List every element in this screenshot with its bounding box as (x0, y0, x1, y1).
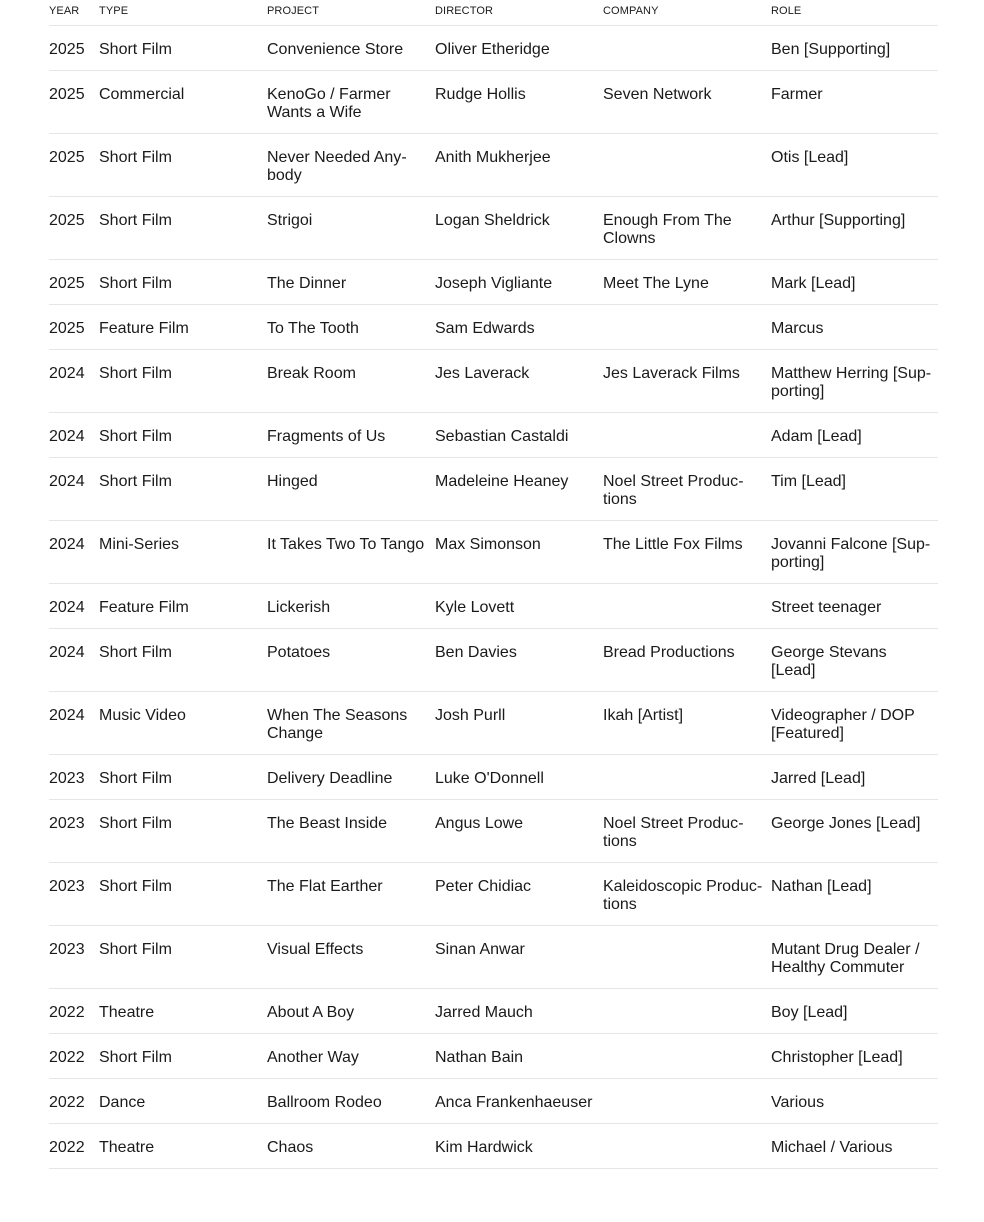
table-row (49, 457, 938, 520)
cell-director: Jarred Mauch (435, 988, 603, 1033)
cell-year: 2022 (49, 988, 99, 1033)
cell-project: Chaos (267, 1123, 435, 1168)
cell-type: Short Film (99, 862, 267, 925)
table-row (49, 133, 938, 196)
cell-director: Joseph Vigliante (435, 259, 603, 304)
cell-role: Marcus (771, 304, 938, 349)
cell-director: Madeleine Heaney (435, 457, 603, 520)
cell-director: Luke O'Donnell (435, 754, 603, 799)
cell-role: Matthew Herring [Supporting] (771, 349, 938, 412)
cell-company: Noel Street Productions (603, 457, 771, 520)
cell-director: Angus Lowe (435, 799, 603, 862)
cell-type: Short Film (99, 349, 267, 412)
cell-company (603, 1123, 771, 1168)
cell-year: 2024 (49, 691, 99, 754)
table-row (49, 862, 938, 925)
cell-director: Kyle Lovett (435, 583, 603, 628)
cell-role: Jovanni Falcone [Supporting] (771, 520, 938, 583)
header-row (49, 0, 938, 25)
credits-table-header (49, 0, 938, 25)
cell-director: Sam Edwards (435, 304, 603, 349)
table-row (49, 349, 938, 412)
header-company: COMPANY (603, 0, 771, 25)
table-row (49, 412, 938, 457)
header-project: PROJECT (267, 0, 435, 25)
cell-company (603, 412, 771, 457)
cell-role: Tim [Lead] (771, 457, 938, 520)
cell-director: Ben Davies (435, 628, 603, 691)
table-row (49, 988, 938, 1033)
cell-year: 2024 (49, 412, 99, 457)
cell-year: 2025 (49, 133, 99, 196)
cell-role: Videographer / DOP [Featured] (771, 691, 938, 754)
cell-company: Seven Network (603, 70, 771, 133)
cell-role: George Jones [Lead] (771, 799, 938, 862)
table-row (49, 1033, 938, 1078)
cell-year: 2022 (49, 1033, 99, 1078)
cell-director: Logan Sheldrick (435, 196, 603, 259)
cell-director: Anca Frankenhaeuser (435, 1078, 603, 1123)
table-row (49, 259, 938, 304)
cell-project: KenoGo / Farmer Wants a Wife (267, 70, 435, 133)
cell-project: About A Boy (267, 988, 435, 1033)
cell-company (603, 133, 771, 196)
table-row (49, 1123, 938, 1168)
cell-type: Short Film (99, 457, 267, 520)
cell-company: Meet The Lyne (603, 259, 771, 304)
cell-project: Break Room (267, 349, 435, 412)
cell-project: When The Seasons Change (267, 691, 435, 754)
cell-type: Music Video (99, 691, 267, 754)
cell-company: Jes Laverack Films (603, 349, 771, 412)
cell-role: Christopher [Lead] (771, 1033, 938, 1078)
cell-project: Potatoes (267, 628, 435, 691)
cell-type: Mini-Series (99, 520, 267, 583)
header-year: YEAR (49, 0, 99, 25)
cell-type: Short Film (99, 133, 267, 196)
cell-director: Anith Mukherjee (435, 133, 603, 196)
cell-project: Ballroom Rodeo (267, 1078, 435, 1123)
table-row (49, 196, 938, 259)
header-role: ROLE (771, 0, 938, 25)
cell-project: Visual Effects (267, 925, 435, 988)
cell-director: Peter Chidiac (435, 862, 603, 925)
cell-company (603, 988, 771, 1033)
table-row (49, 628, 938, 691)
cell-company: Kaleidoscopic Productions (603, 862, 771, 925)
cell-director: Rudge Hollis (435, 70, 603, 133)
cell-director: Kim Hardwick (435, 1123, 603, 1168)
cell-type: Feature Film (99, 583, 267, 628)
cell-year: 2025 (49, 304, 99, 349)
cell-role: George Stevans [Lead] (771, 628, 938, 691)
cell-year: 2023 (49, 799, 99, 862)
cell-role: Mutant Drug Dealer / Healthy Commuter (771, 925, 938, 988)
cell-role: Arthur [Supporting] (771, 196, 938, 259)
cell-company (603, 25, 771, 70)
cell-project: Strigoi (267, 196, 435, 259)
header-type: TYPE (99, 0, 267, 25)
cell-project: Delivery Deadline (267, 754, 435, 799)
table-row (49, 925, 938, 988)
cell-company: Noel Street Productions (603, 799, 771, 862)
table-row (49, 754, 938, 799)
cell-year: 2024 (49, 583, 99, 628)
header-director: DIRECTOR (435, 0, 603, 25)
cell-director: Josh Purll (435, 691, 603, 754)
cell-year: 2023 (49, 754, 99, 799)
cell-role: Adam [Lead] (771, 412, 938, 457)
cell-role: Farmer (771, 70, 938, 133)
cell-company (603, 304, 771, 349)
cell-year: 2022 (49, 1078, 99, 1123)
cell-type: Theatre (99, 988, 267, 1033)
cell-role: Michael / Various (771, 1123, 938, 1168)
table-row (49, 691, 938, 754)
cell-director: Sebastian Castaldi (435, 412, 603, 457)
cell-year: 2025 (49, 196, 99, 259)
cell-year: 2024 (49, 349, 99, 412)
cell-project: Convenience Store (267, 25, 435, 70)
cell-role: Street teenager (771, 583, 938, 628)
credits-table (49, 0, 938, 1169)
cell-year: 2025 (49, 25, 99, 70)
cell-year: 2023 (49, 925, 99, 988)
cell-year: 2025 (49, 70, 99, 133)
cell-type: Short Film (99, 925, 267, 988)
cell-type: Short Film (99, 25, 267, 70)
cell-project: It Takes Two To Tango (267, 520, 435, 583)
cell-type: Short Film (99, 754, 267, 799)
credits-table-body (49, 25, 938, 1168)
cell-type: Theatre (99, 1123, 267, 1168)
cell-role: Otis [Lead] (771, 133, 938, 196)
cell-project: Fragments of Us (267, 412, 435, 457)
cell-director: Max Simonson (435, 520, 603, 583)
cell-company (603, 925, 771, 988)
cell-role: Boy [Lead] (771, 988, 938, 1033)
cell-year: 2024 (49, 457, 99, 520)
cell-project: Never Needed Anybody (267, 133, 435, 196)
cell-company (603, 1078, 771, 1123)
cell-director: Jes Laverack (435, 349, 603, 412)
cell-type: Short Film (99, 259, 267, 304)
cell-type: Short Film (99, 799, 267, 862)
cell-director: Nathan Bain (435, 1033, 603, 1078)
cell-project: Hinged (267, 457, 435, 520)
cell-project: Another Way (267, 1033, 435, 1078)
cell-company (603, 754, 771, 799)
cell-type: Short Film (99, 1033, 267, 1078)
cell-role: Nathan [Lead] (771, 862, 938, 925)
table-row (49, 520, 938, 583)
table-row (49, 304, 938, 349)
table-row (49, 70, 938, 133)
cell-company (603, 583, 771, 628)
cell-year: 2024 (49, 520, 99, 583)
cell-company: Ikah [Artist] (603, 691, 771, 754)
table-row (49, 799, 938, 862)
cell-type: Dance (99, 1078, 267, 1123)
cell-company (603, 1033, 771, 1078)
cell-company: Enough From The Clowns (603, 196, 771, 259)
cell-year: 2022 (49, 1123, 99, 1168)
cell-role: Jarred [Lead] (771, 754, 938, 799)
cell-director: Sinan Anwar (435, 925, 603, 988)
cell-year: 2023 (49, 862, 99, 925)
cell-role: Mark [Lead] (771, 259, 938, 304)
cell-type: Short Film (99, 628, 267, 691)
table-row (49, 1078, 938, 1123)
table-row (49, 583, 938, 628)
cell-company: The Little Fox Films (603, 520, 771, 583)
cell-type: Short Film (99, 196, 267, 259)
cell-year: 2024 (49, 628, 99, 691)
cell-role: Various (771, 1078, 938, 1123)
table-row (49, 25, 938, 70)
cell-role: Ben [Supporting] (771, 25, 938, 70)
cell-director: Oliver Etheridge (435, 25, 603, 70)
cell-year: 2025 (49, 259, 99, 304)
cell-project: The Beast Inside (267, 799, 435, 862)
cell-company: Bread Productions (603, 628, 771, 691)
cell-type: Commercial (99, 70, 267, 133)
cell-type: Feature Film (99, 304, 267, 349)
cell-project: The Dinner (267, 259, 435, 304)
cell-project: To The Tooth (267, 304, 435, 349)
cell-project: The Flat Earther (267, 862, 435, 925)
cell-project: Lickerish (267, 583, 435, 628)
cell-type: Short Film (99, 412, 267, 457)
